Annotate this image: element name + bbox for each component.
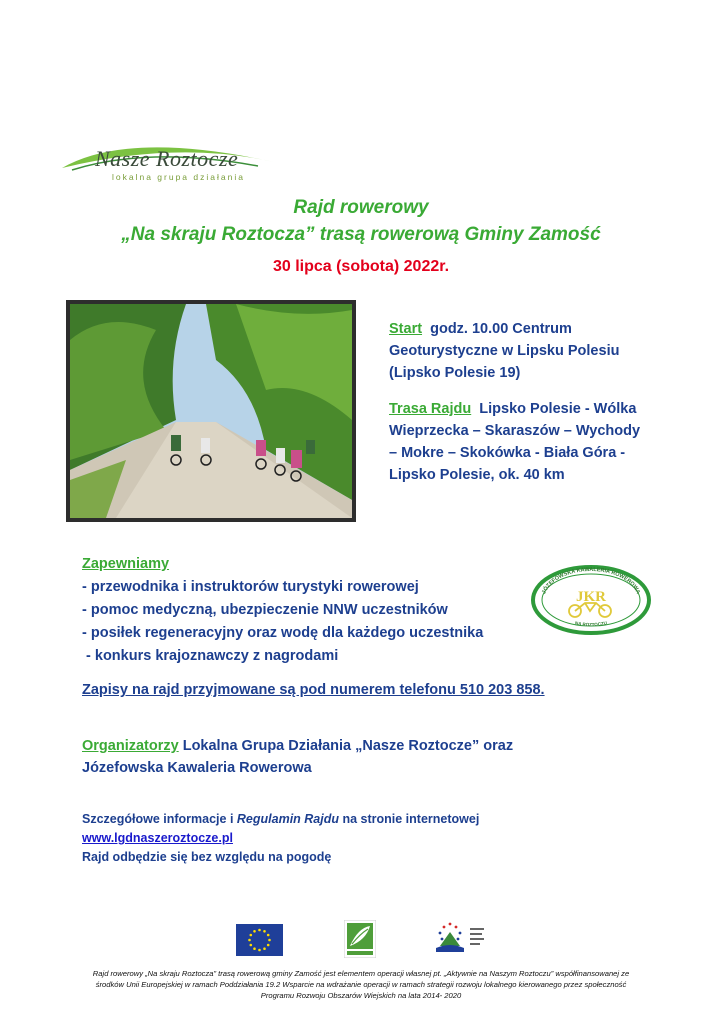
- footer-line-2: środków Unii Europejskiej w ramach Poddziałania 19.2 Wsparcie na wdrażanie operacji w ramach strategii rozwoju lokalnego kierowanego przez społeczność: [95, 980, 627, 989]
- start-text-1: godz. 10.00 Centrum: [430, 321, 572, 337]
- weather-note: Rajd odbędzie się bez względu na pogodę: [82, 850, 332, 864]
- provided-item: - posiłek regeneracyjny oraz wodę dla każdego uczestnika: [82, 625, 484, 641]
- route-text-2: Wieprzecka – Skaraszów – Wychody: [389, 423, 641, 439]
- event-date: 30 lipca (sobota) 2022r.: [272, 258, 450, 275]
- jkr-initials: JKR: [576, 589, 606, 605]
- start-text-2: Geoturystyczne w Lipsku Polesiu: [389, 343, 620, 359]
- details-text: Szczegółowe informacje i: [82, 812, 237, 826]
- organizers-info: [82, 735, 642, 779]
- signup-info: Zapisy na rajd przyjmowane są pod numerem telefonu 510 203 858.: [82, 682, 545, 698]
- provided-item: - przewodnika i instruktorów turystyki rowerowej: [82, 579, 419, 595]
- footer-line-3: Programu Rozwoju Obszarów Wiejskich na lata 2014- 2020: [260, 991, 462, 1000]
- start-text-3: (Lipsko Polesie 19): [389, 365, 521, 381]
- route-text-4: Lipsko Polesie, ok. 40 km: [389, 467, 565, 483]
- start-label: Start: [389, 321, 423, 337]
- footer-note: [40, 968, 682, 1001]
- organizers-text-1: Lokalna Grupa Działania „Nasze Roztocze” oraz: [178, 738, 514, 754]
- jkr-top-text: JÓZEFOWSKA KAWALERIA ROWEROWA: [541, 566, 641, 595]
- provided-item: - konkurs krajoznawczy z nagrodami: [82, 648, 339, 664]
- provided-heading: Zapewniamy: [82, 556, 170, 572]
- logo-subtitle: lokalna grupa działania: [112, 172, 245, 182]
- route-text-3: – Mokre – Skokówka - Biała Góra -: [389, 445, 626, 461]
- route-text-1: Lipsko Polesie - Wólka: [479, 401, 637, 417]
- event-subtitle: „Na skraju Roztocza” trasą rowerową Gminy Zamość: [121, 224, 601, 245]
- logo-name: Nasze Roztocze: [95, 146, 239, 171]
- organizers-text-2: Józefowska Kawaleria Rowerowa: [82, 760, 312, 776]
- jkr-logo: [530, 565, 652, 635]
- start-info: [389, 318, 689, 384]
- website-link[interactable]: www.lgdnaszeroztocze.pl: [82, 831, 233, 845]
- provided-list: [82, 553, 483, 668]
- prow-logo: [432, 918, 488, 958]
- jkr-bottom-text: NA ROZTOCZU: [574, 620, 608, 628]
- route-label: Trasa Rajdu: [389, 401, 472, 417]
- event-title: Rajd rowerowy: [293, 197, 429, 218]
- provided-item: - pomoc medyczną, ubezpieczenie NNW uczestników: [82, 602, 448, 618]
- details-text: na stronie internetowej: [339, 812, 480, 826]
- footer-line-1: Rajd rowerowy „Na skraju Roztocza” trasą rowerową gminy Zamość jest elementem operacji własnej pt. „Aktywnie na Naszym Roztoczu” współfinansowanej ze: [92, 969, 630, 978]
- organizers-label: Organizatorzy: [82, 738, 179, 754]
- leader-logo: [344, 920, 376, 958]
- regulations-text: Regulamin Rajdu: [236, 812, 339, 826]
- details-info: [82, 810, 479, 867]
- eu-flag-logo: [236, 924, 283, 956]
- cyclists-photo: [66, 300, 356, 522]
- route-info: [389, 398, 689, 486]
